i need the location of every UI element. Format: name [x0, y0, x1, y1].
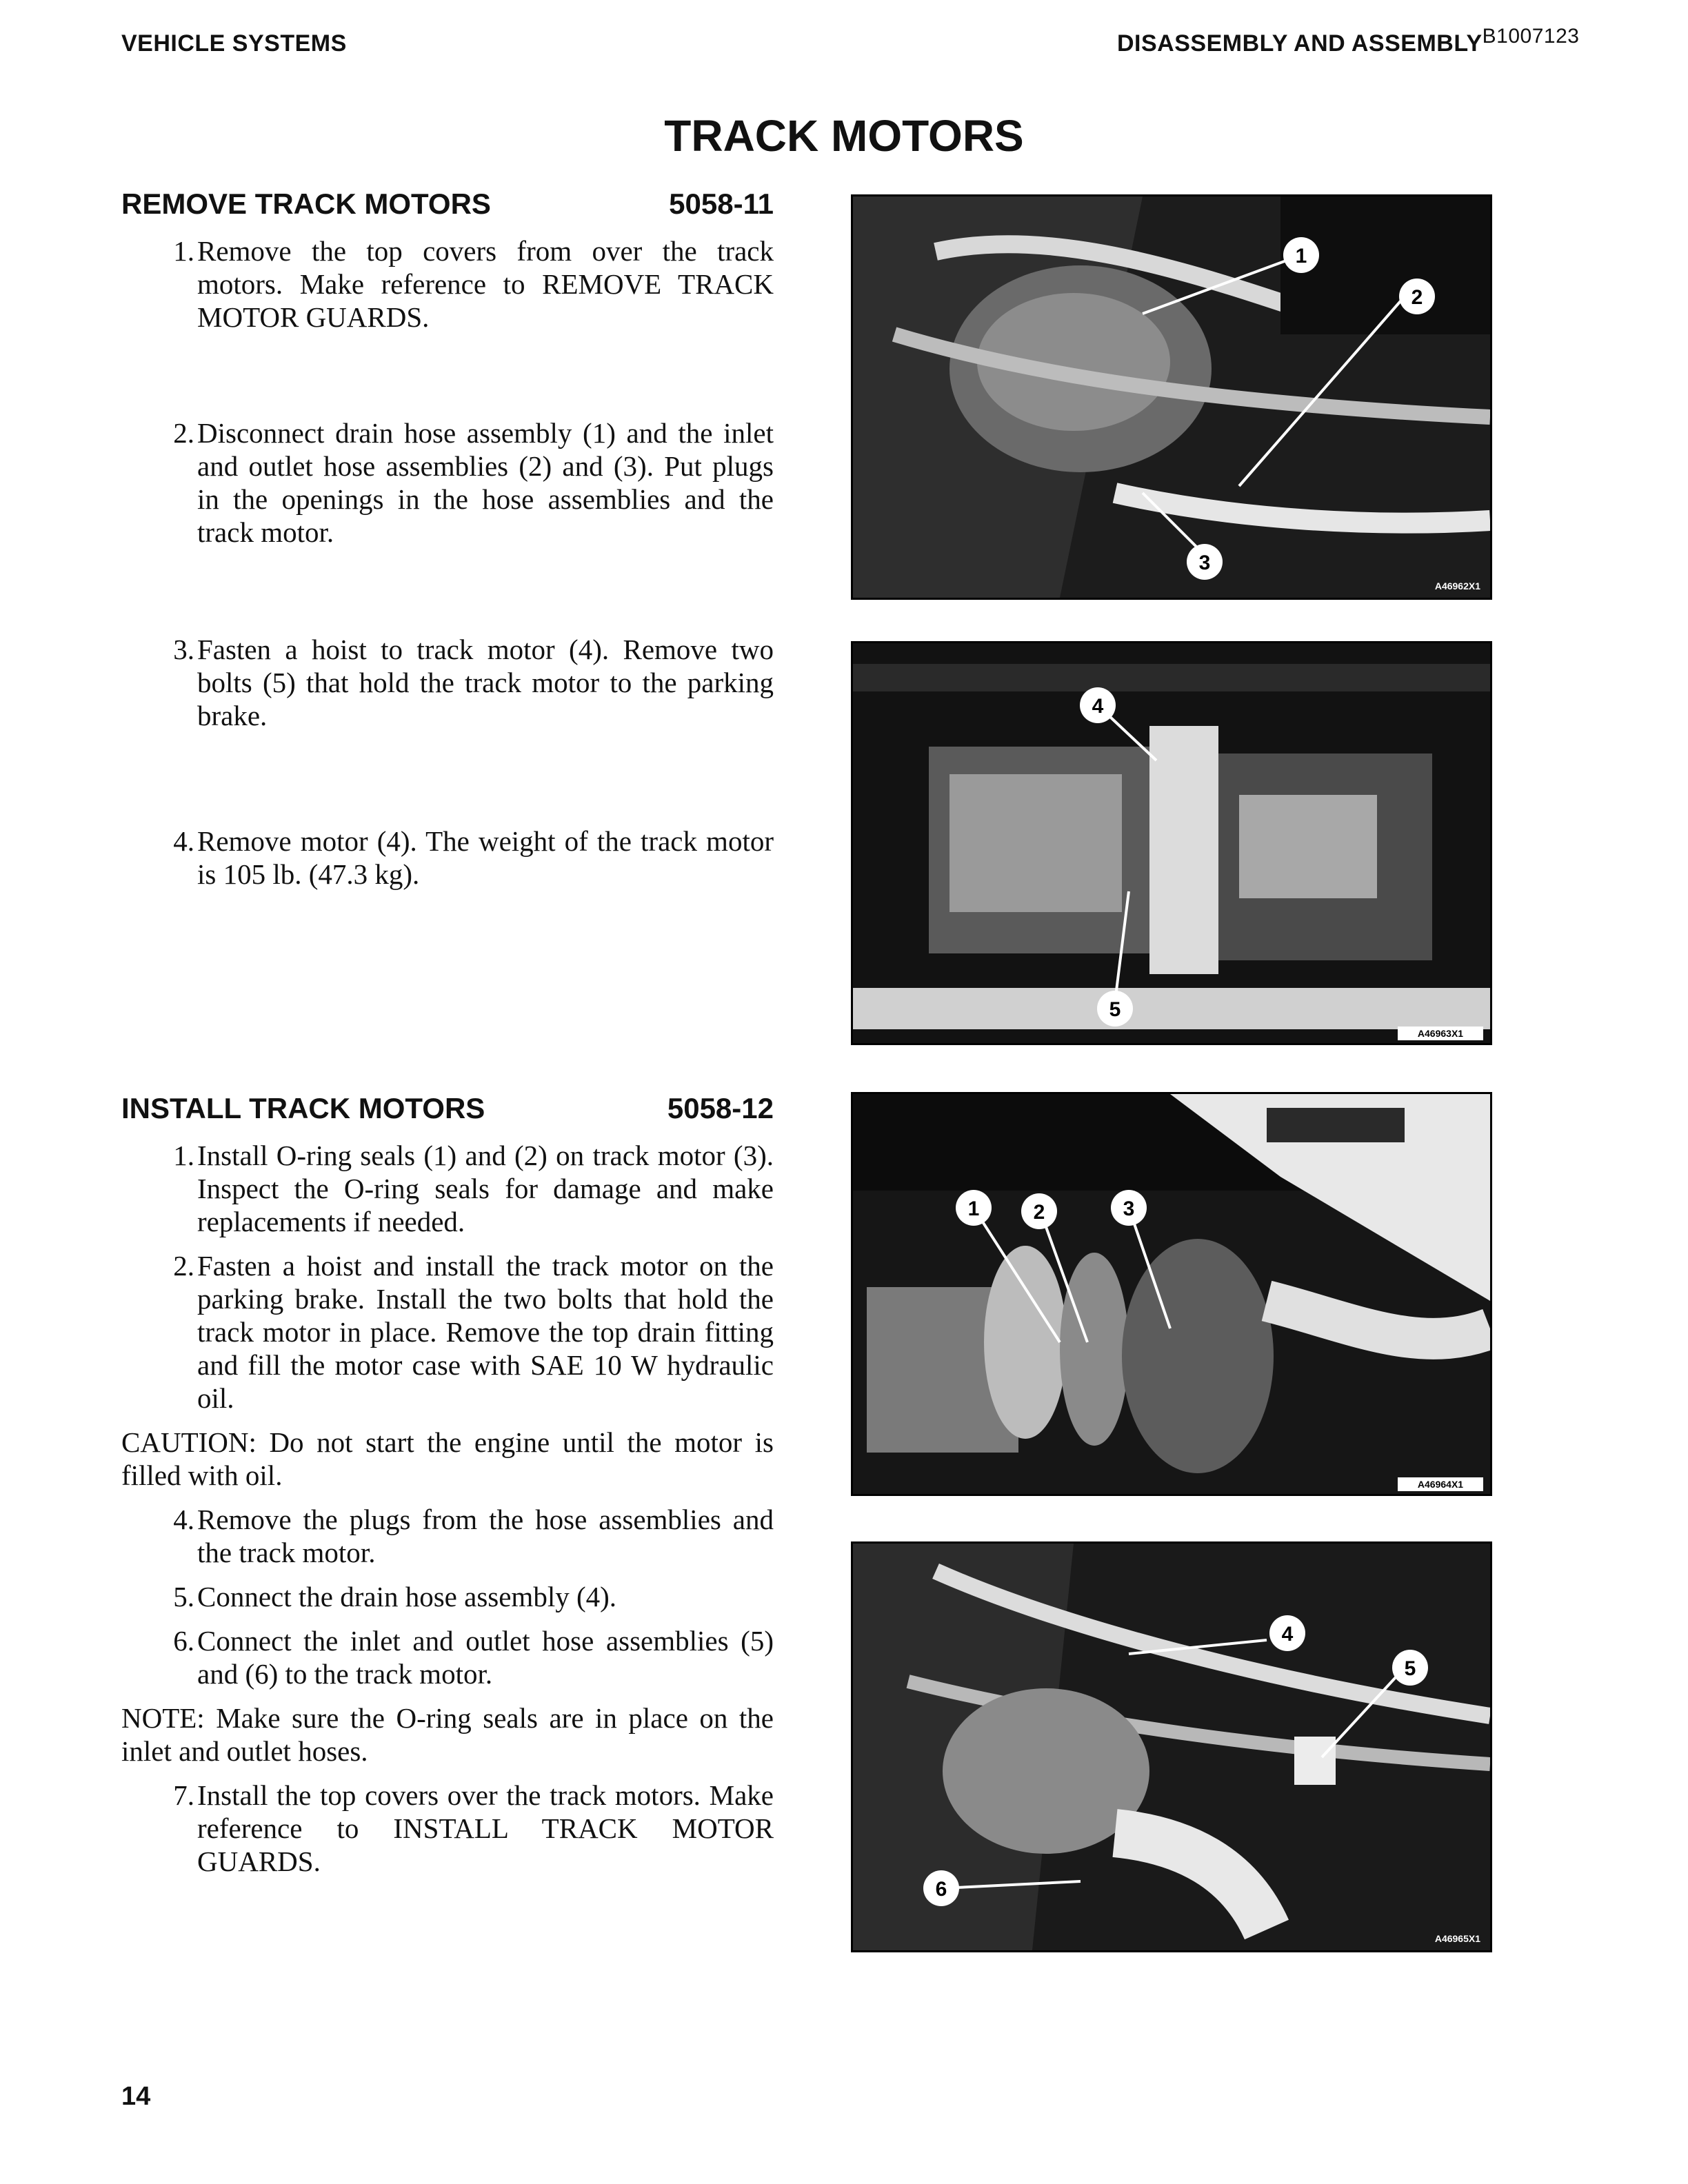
step-number: 4.	[173, 825, 194, 857]
step-number: 1.	[173, 1140, 194, 1171]
callout-3: 3	[1198, 552, 1211, 574]
step-number: 1.	[173, 235, 194, 267]
install-step	[138, 1139, 774, 1238]
step-text: Remove the top covers from over the track motors. Make reference to REMOVE TRACK MOTOR GUARDS.	[197, 235, 774, 333]
running-header-right	[1117, 25, 1580, 57]
photo-o-ring-seals	[851, 1092, 1492, 1496]
step-text: Install O-ring seals (1) and (2) on track motor (3). Inspect the O-ring seals for damage and make replacements if needed.	[197, 1140, 774, 1237]
running-header-left: VEHICLE SYSTEMS	[121, 30, 347, 57]
install-step	[138, 1624, 774, 1690]
install-code: 5058-12	[667, 1092, 774, 1124]
caution-text: CAUTION: Do not start the engine until the motor is filled with oil.	[121, 1426, 774, 1491]
photo-track-motor-bolts	[851, 641, 1492, 1045]
step-text: Fasten a hoist to track motor (4). Remove two bolts (5) that hold the track motor to the parking brake.	[197, 634, 774, 731]
install-step	[138, 1503, 774, 1569]
photo-track-motor-bolts-graphic	[853, 643, 1490, 1043]
photo-hose-assemblies	[851, 194, 1492, 600]
callout-2: 2	[1033, 1201, 1045, 1224]
step-text: Connect the drain hose assembly (4).	[197, 1581, 617, 1612]
remove-code: 5058-11	[669, 188, 774, 220]
callout-1: 1	[967, 1197, 980, 1220]
step-text: Disconnect drain hose assembly (1) and the inlet and outlet hose assemblies (2) and (3). Put plugs in the openings in the hose assemblies and the track motor.	[197, 417, 774, 548]
step-number: 5.	[173, 1581, 194, 1612]
photo-o-ring-seals-graphic	[853, 1094, 1490, 1494]
step-text: Fasten a hoist and install the track motor on the parking brake. Install the two bolts that hold the track motor in place. Remove the top drain fitting and fill the motor case with SAE 10 W hydraulic oil.	[197, 1250, 774, 1414]
install-step	[138, 1580, 774, 1613]
remove-step	[138, 416, 774, 549]
photo-id: A46964X1	[1417, 1479, 1464, 1490]
section-name: DISASSEMBLY AND ASSEMBLY	[1117, 30, 1483, 57]
remove-step	[138, 825, 774, 891]
photo-hose-assemblies-graphic	[853, 196, 1490, 598]
page-title: TRACK MOTORS	[664, 111, 1024, 161]
callout-1: 1	[1295, 245, 1307, 267]
install-heading-text: INSTALL TRACK MOTORS	[121, 1092, 485, 1124]
photo-hose-connections-graphic	[853, 1544, 1490, 1950]
photo-id: A46962X1	[1434, 580, 1480, 592]
install-heading	[121, 1092, 774, 1125]
callout-2: 2	[1411, 286, 1423, 309]
page-number: 14	[121, 2082, 151, 2111]
note-text: NOTE: Make sure the O-ring seals are in place on the inlet and outlet hoses.	[121, 1702, 774, 1767]
step-text: Remove the plugs from the hose assemblies and the track motor.	[197, 1504, 774, 1568]
step-text: Connect the inlet and outlet hose assemblies (5) and (6) to the track motor.	[197, 1625, 774, 1690]
photo-hose-connections	[851, 1541, 1492, 1952]
document-id: B1007123	[1482, 25, 1580, 48]
callout-5: 5	[1404, 1657, 1416, 1680]
step-text: Remove motor (4). The weight of the track motor is 105 lb. (47.3 kg).	[197, 825, 774, 890]
install-step	[138, 1779, 774, 1878]
step-text: Install the top covers over the track motors. Make reference to INSTALL TRACK MOTOR GUARDS.	[197, 1779, 774, 1877]
remove-heading-text: REMOVE TRACK MOTORS	[121, 188, 491, 220]
install-step	[138, 1249, 774, 1415]
remove-step	[138, 234, 774, 334]
photo-id: A46963X1	[1417, 1028, 1464, 1039]
remove-heading	[121, 188, 774, 221]
callout-4: 4	[1281, 1623, 1294, 1646]
step-number: 6.	[173, 1625, 194, 1657]
step-number: 3.	[173, 634, 194, 665]
callout-6: 6	[935, 1878, 947, 1901]
callout-3: 3	[1123, 1197, 1135, 1220]
callout-5: 5	[1109, 998, 1121, 1021]
step-number: 2.	[173, 1250, 194, 1282]
step-number: 4.	[173, 1504, 194, 1535]
callout-4: 4	[1092, 695, 1104, 718]
step-number: 2.	[173, 417, 194, 449]
photo-id: A46965X1	[1434, 1933, 1480, 1944]
step-number: 7.	[173, 1779, 194, 1811]
remove-step	[138, 633, 774, 732]
